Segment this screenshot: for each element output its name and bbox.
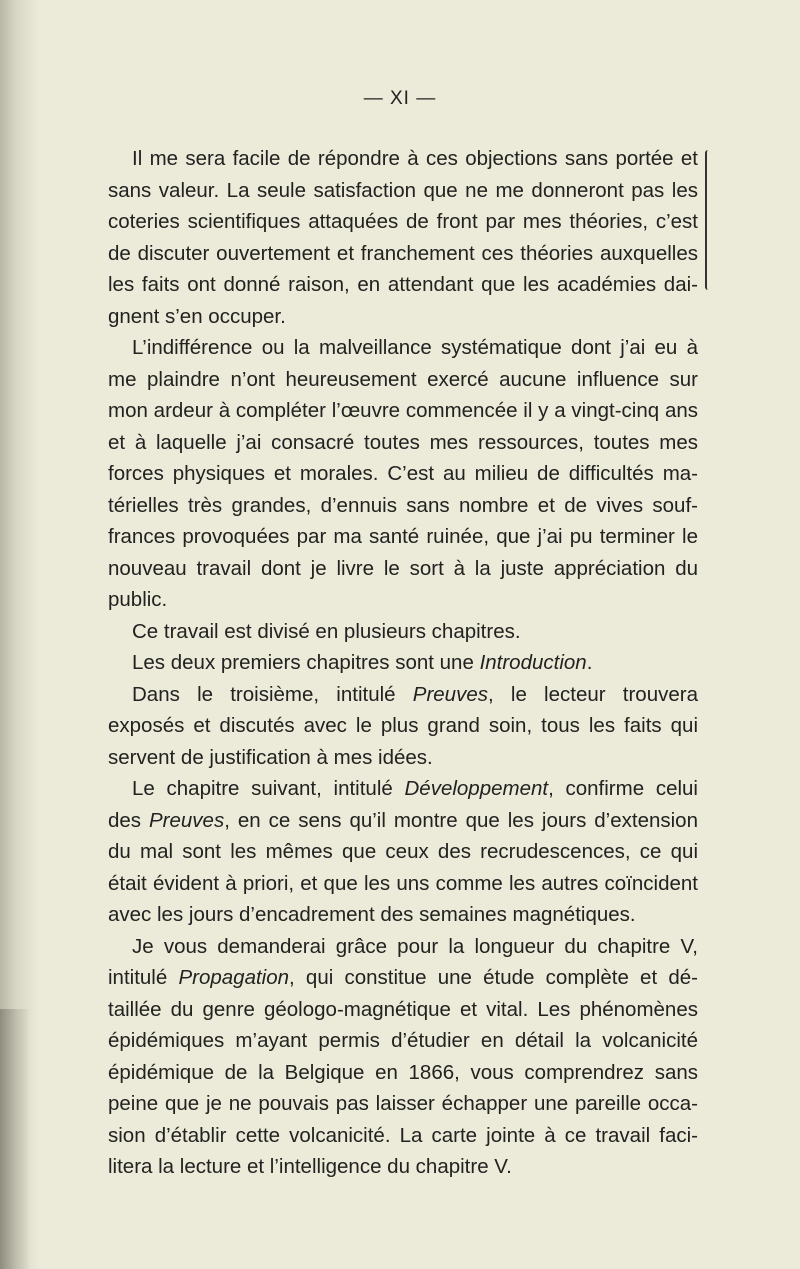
paragraph-text: Les deux premiers chapitres sont une <box>132 651 480 674</box>
italic-title: Propagation <box>178 966 290 989</box>
italic-title: Introduction <box>479 651 587 674</box>
paragraph-text: Le chapitre suivant, intitulé <box>132 777 405 800</box>
paragraph <box>108 647 698 679</box>
margin-pencil-mark <box>705 150 713 290</box>
italic-title: Développement <box>404 777 549 800</box>
paragraph-text: , en ce sens qu’il montre que les jours d’extension du mal sont les mêmes que ceux des recrudescences, ce qui était évident à priori, et que les uns comme les autres coïncident avec les jours d’encadrement des semaines magnétiques. <box>108 808 698 926</box>
body-text <box>108 143 698 1183</box>
italic-title: Preuves <box>412 682 488 706</box>
paragraph <box>108 679 698 774</box>
page-number: — XI — <box>363 88 437 109</box>
paragraph: Il me sera facile de répondre à ces objections sans portée et sans valeur. La seule satisfaction que ne me donneront pas les coteries scientifiques attaquées de front par mes théories, c’est de discuter ouvertement et franchement ces théories auxquelles les faits ont donné raison, en attendant que les académies dai-gnent s’en occuper. <box>108 147 698 328</box>
page-edge-shadow <box>0 1009 30 1269</box>
paragraph <box>108 773 698 931</box>
paragraph-text: , qui constitue une étude complète et dé-taillée du genre géologo-magnétique et vital. Les phénomènes épidémiques m’ayant permis d’étudier en détail la volcanicité épidémique de la Belgique en 1866, vous comprendrez sans peine que je ne pouvais pas laisser échapper une pareille occa-sion d’établir cette volcanicité. La carte jointe à ce travail faci-litera la lecture et l’intelligence du chapitre V. <box>108 966 698 1178</box>
paragraph <box>108 931 698 1183</box>
paragraph-text: , le lecteur trouvera exposés et discutés avec le plus grand soin, tous les faits qui servent de justification à mes idées. <box>108 682 698 769</box>
italic-title: Preuves <box>149 808 225 832</box>
paragraph-text: . <box>586 651 593 674</box>
paragraph-text: , confirme celui des <box>108 777 698 832</box>
paragraph-text: Dans le troisième, intitulé <box>132 682 413 706</box>
paragraph-text: Je vous demanderai grâce pour la longueur du chapitre V, intitulé <box>108 934 698 989</box>
paragraph: L’indifférence ou la malveillance systématique dont j’ai eu à me plaindre n’ont heureusement exercé aucune influence sur mon ardeur à compléter l’œuvre commencée il y a vingt-cinq ans et à laquelle j’ai consacré toutes mes ressources, toutes mes forces physiques et morales. C’est au milieu de difficultés ma-térielles très grandes, d’ennuis sans nombre et de vives souf-frances provoquées par ma santé ruinée, que j’ai pu terminer le nouveau travail dont je livre le sort à la juste appréciation du public. <box>108 336 698 611</box>
paragraph: Ce travail est divisé en plusieurs chapitres. <box>132 619 521 643</box>
